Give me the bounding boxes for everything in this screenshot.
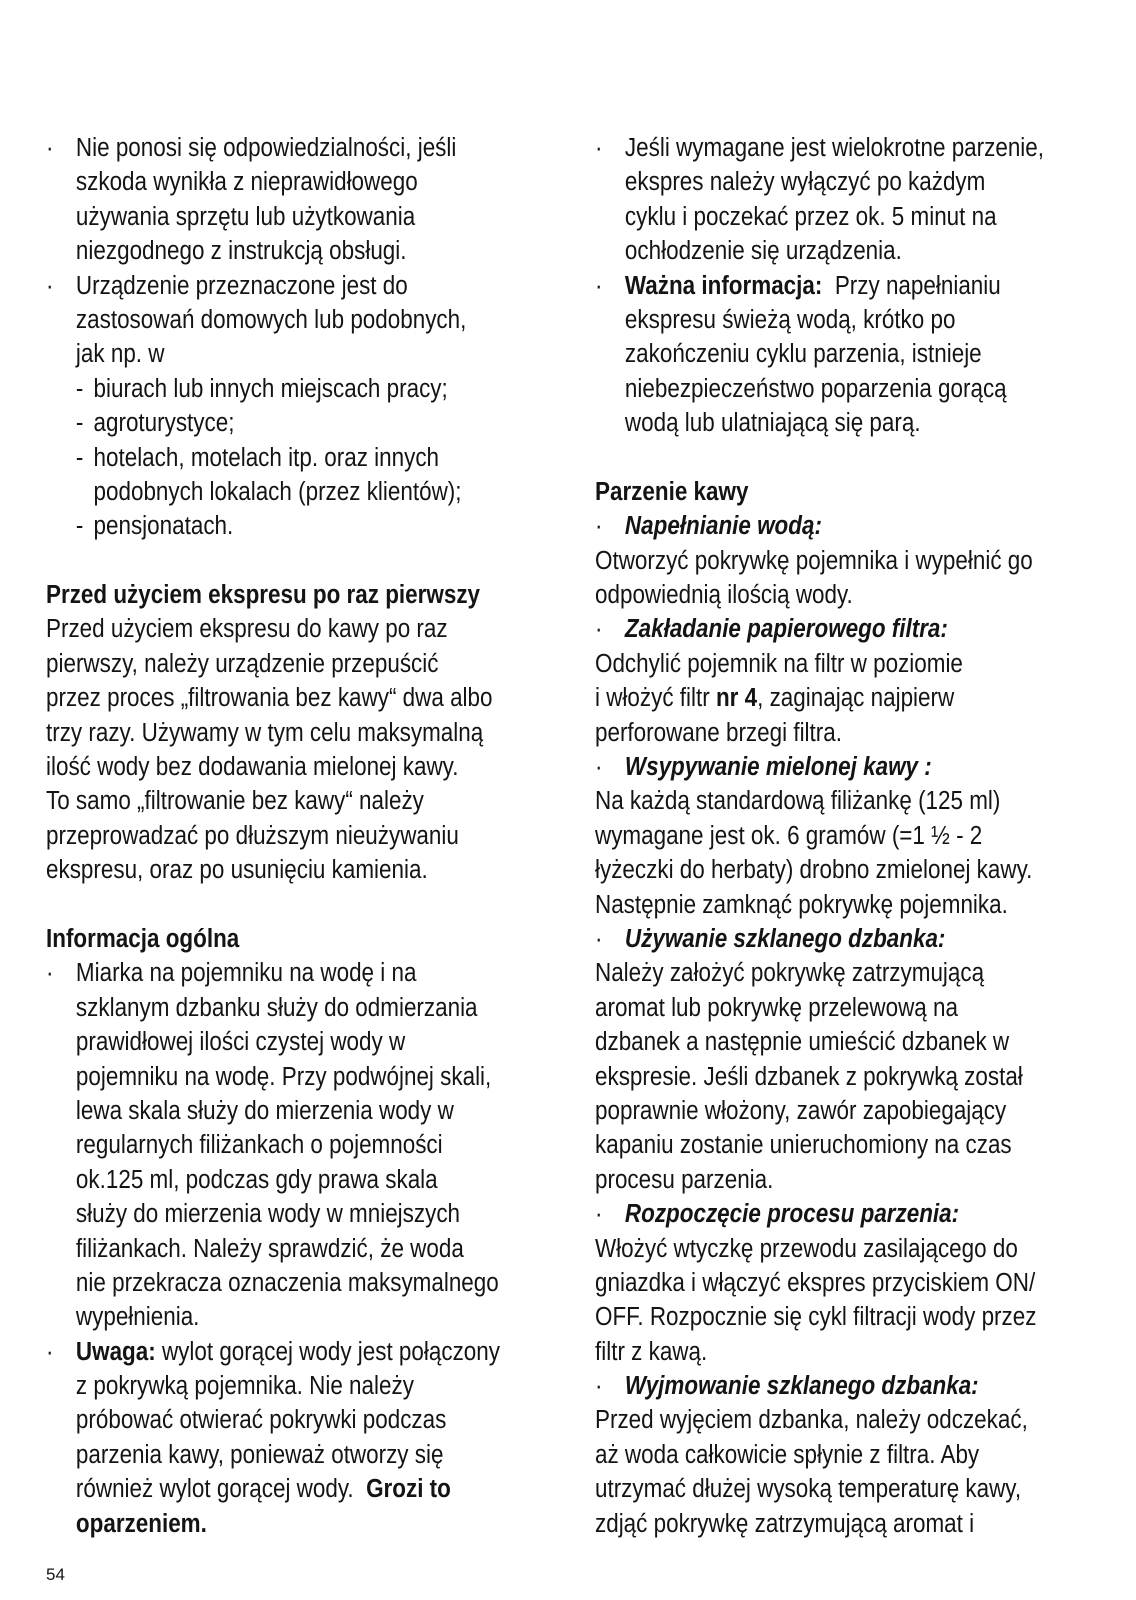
spacer xyxy=(595,441,1115,475)
paragraph-line: OFF. Rozpocznie się cykl filtracji wody przez xyxy=(595,1303,1037,1332)
list-item-continuation: szklanym dzbanku służy do odmierzania xyxy=(75,993,478,1022)
paragraph-line: dzbanek a następnie umieścić dzbanek w xyxy=(595,1028,1010,1057)
list-item-continuation: z pokrywką pojemnika. Nie należy xyxy=(75,1372,414,1401)
subsection-title xyxy=(595,922,1053,956)
bullet-icon: · xyxy=(46,134,54,162)
list-item-continuation: używania sprzętu lub użytkowania xyxy=(75,202,416,231)
section-heading: Parzenie kawy xyxy=(595,477,749,506)
sub-list-item xyxy=(46,372,486,406)
list-item-continuation: ok.125 ml, podczas gdy prawa skala xyxy=(75,1165,438,1194)
general-info-section xyxy=(46,922,546,1541)
subsection-title xyxy=(595,509,1053,543)
subsection-title xyxy=(595,1369,1053,1403)
list-item-continuation: służy do mierzenia wody w mniejszych xyxy=(75,1200,461,1229)
list-item-text: Miarka na pojemniku na wodę i na xyxy=(75,959,417,988)
subsection-title-text: Wsypywanie mielonej kawy : xyxy=(624,753,932,782)
list-item-continuation: próbować otwierać pokrywki podczas xyxy=(75,1406,447,1435)
subsection-title-text: Napełnianie wodą: xyxy=(624,512,822,541)
subsection-title-text: Wyjmowanie szklanego dzbanka: xyxy=(624,1372,979,1401)
paragraph-line: Na każdą standardową filiżankę (125 ml) xyxy=(595,787,1001,816)
list-item xyxy=(46,131,486,165)
list-item-continuation: cyklu i poczekać przez ok. 5 minut na xyxy=(624,202,997,231)
paragraph-line xyxy=(595,681,1053,715)
sub-list-item xyxy=(46,509,486,543)
bullet-icon: · xyxy=(46,271,54,300)
list-item-continuation: ekspresu świeżą wodą, krótko po xyxy=(624,305,956,334)
paragraph-line: trzy razy. Używamy w tym celu maksymalną xyxy=(46,718,484,747)
paragraph-line: aż woda całkowicie spłynie z filtra. Aby xyxy=(595,1440,980,1469)
subsection-title-text: Rozpoczęcie procesu parzenia: xyxy=(624,1200,960,1229)
sub-list-item-text: biurach lub innych miejscach pracy; xyxy=(93,374,448,403)
list-item-continuation: zastosowań domowych lub podobnych, xyxy=(75,305,467,334)
paragraph-line: utrzymać dłużej wysoką temperaturę kawy, xyxy=(595,1475,1022,1504)
paragraph-line: aromat lub pokrywkę przelewową na xyxy=(595,993,958,1022)
page-number: 54 xyxy=(46,1565,65,1584)
danger-text: oparzeniem. xyxy=(75,1509,207,1538)
list-item-continuation: szkoda wynikła z nieprawidłowego xyxy=(75,168,418,197)
paragraph-line: Następnie zamknąć pokrywkę pojemnika. xyxy=(595,890,1008,919)
sub-list-item-continuation: podobnych lokalach (przez klientów); xyxy=(93,477,462,506)
list-item-continuation: regularnych filiżankach o pojemności xyxy=(75,1131,443,1160)
paragraph-line: procesu parzenia. xyxy=(595,1165,774,1194)
list-item-continuation: wypełnienia. xyxy=(75,1303,200,1332)
important-label: Ważna informacja: xyxy=(624,271,823,300)
warning-text: wylot gorącej wody jest połączony xyxy=(161,1337,500,1366)
bullet-icon: · xyxy=(595,512,603,541)
subsection-title xyxy=(595,612,1053,646)
list-item-continuation: nie przekracza oznaczenia maksymalnego xyxy=(75,1268,499,1297)
list-item xyxy=(46,956,486,990)
dash-icon: - xyxy=(75,512,84,541)
subsection-title xyxy=(595,750,1053,784)
filter-size: nr 4 xyxy=(715,684,758,713)
list-item-continuation: filiżankach. Należy sprawdzić, że woda xyxy=(75,1234,464,1263)
paragraph-line: zdjąć pokrywkę zatrzymującą aromat i xyxy=(595,1509,975,1538)
list-item-continuation: niezgodnego z instrukcją obsługi. xyxy=(75,237,407,266)
list-item-continuation: prawidłowej ilości czystej wody w xyxy=(75,1028,406,1057)
paragraph-line: ekspresie. Jeśli dzbanek z pokrywką został xyxy=(595,1062,1023,1091)
paragraph-line: Przed użyciem ekspresu do kawy po raz xyxy=(46,615,448,644)
spacer xyxy=(46,544,546,578)
paragraph-text: , zaginając najpierw xyxy=(757,684,955,713)
paragraph-line: Włożyć wtyczkę przewodu zasilającego do xyxy=(595,1234,1018,1263)
list-item-text: Urządzenie przeznaczone jest do xyxy=(75,271,408,300)
paragraph-line: łyżeczki do herbaty) drobno zmielonej kawy. xyxy=(595,856,1033,885)
important-text: Przy napełnianiu xyxy=(834,271,1001,300)
paragraph-line: przeprowadzać po dłuższym nieużywaniu xyxy=(46,821,459,850)
list-item-continuation: jak np. w xyxy=(75,340,165,369)
sub-list-item-text: hotelach, motelach itp. oraz innych xyxy=(93,443,440,472)
bullet-icon: · xyxy=(595,615,603,644)
paragraph-line: odpowiednią ilością wody. xyxy=(595,581,853,610)
dash-icon: - xyxy=(75,409,84,438)
warning-label: Uwaga: xyxy=(75,1337,156,1366)
paragraph-line: poprawnie włożony, zawór zapobiegający xyxy=(595,1096,1007,1125)
right-column xyxy=(595,131,1115,1541)
list-item xyxy=(46,269,486,303)
paragraph-line: Otworzyć pokrywkę pojemnika i wypełnić go xyxy=(595,546,1033,575)
paragraph-line: gniazdka i włączyć ekspres przyciskiem ON/ xyxy=(595,1268,1036,1297)
bullet-icon: · xyxy=(46,1337,54,1366)
paragraph-line: ekspresu, oraz po usunięciu kamienia. xyxy=(46,856,428,885)
paragraph-line: pierwszy, należy urządzenie przepuścić xyxy=(46,649,439,678)
paragraph-text: i włożyć filtr xyxy=(595,684,710,713)
paragraph-line: ilość wody bez dodawania mielonej kawy. xyxy=(46,753,459,782)
bullet-icon: · xyxy=(595,1200,603,1229)
list-item xyxy=(595,131,1053,165)
subsection-title-text: Zakładanie papierowego filtra: xyxy=(624,615,948,644)
section-heading: Informacja ogólna xyxy=(46,924,240,953)
spacer xyxy=(46,888,546,922)
danger-text: Grozi to xyxy=(366,1475,451,1504)
first-use-section xyxy=(46,578,546,888)
list-item-continuation: ochłodzenie się urządzenia. xyxy=(624,237,902,266)
list-item-continuation: lewa skala służy do mierzenia wody w xyxy=(75,1096,454,1125)
left-column xyxy=(46,131,546,1541)
sub-list-item-text: pensjonatach. xyxy=(93,512,234,541)
bullet-icon: · xyxy=(595,924,603,953)
bullet-icon: · xyxy=(595,1372,603,1401)
list-item-continuation: ekspres należy wyłączyć po każdym xyxy=(624,168,986,197)
bullet-icon: · xyxy=(595,753,603,782)
list-item-text: Jeśli wymagane jest wielokrotne parzenie, xyxy=(624,134,1045,162)
list-item-continuation: wodą lub ulatniającą się parą. xyxy=(624,409,921,438)
paragraph-line: Należy założyć pokrywkę zatrzymującą xyxy=(595,959,985,988)
subsection-title-text: Używanie szklanego dzbanka: xyxy=(624,924,946,953)
paragraph-line: Przed wyjęciem dzbanka, należy odczekać, xyxy=(595,1406,1028,1435)
paragraph-line: To samo „filtrowanie bez kawy“ należy xyxy=(46,787,424,816)
bullet-icon: · xyxy=(595,134,603,162)
subsection-title xyxy=(595,1197,1053,1231)
paragraph-line: filtr z kawą. xyxy=(595,1337,708,1366)
bullet-icon: · xyxy=(46,959,54,988)
list-item-continuation: niebezpieczeństwo poparzenia gorącą xyxy=(624,374,1007,403)
intro-list xyxy=(46,131,546,544)
section-heading: Przed użyciem ekspresu po raz pierwszy xyxy=(46,581,481,610)
warning-text: również wylot gorącej wody. xyxy=(75,1475,354,1504)
paragraph-line: kapaniu zostanie unieruchomiony na czas xyxy=(595,1131,1012,1160)
paragraph-line: perforowane brzegi filtra. xyxy=(595,718,842,747)
sub-list-item-text: agroturystyce; xyxy=(93,409,235,438)
list-item-continuation xyxy=(46,1472,486,1506)
warning-item xyxy=(46,1335,500,1369)
dash-icon: - xyxy=(75,443,84,472)
list-item-continuation: pojemniku na wodę. Przy podwójnej skali, xyxy=(75,1062,492,1091)
sub-list-item xyxy=(46,406,486,440)
list-item-continuation: parzenia kawy, ponieważ otworzy się xyxy=(75,1440,444,1469)
sub-list-item xyxy=(46,441,486,475)
list-item-continuation: zakończeniu cyklu parzenia, istnieje xyxy=(624,340,982,369)
paragraph-line: wymagane jest ok. 6 gramów (=1 ½ - 2 xyxy=(595,821,983,850)
bullet-icon: · xyxy=(595,271,603,300)
important-item xyxy=(595,269,1053,303)
paragraph-line: Odchylić pojemnik na filtr w poziomie xyxy=(595,649,963,678)
brewing-section xyxy=(595,475,1115,1541)
intro-list xyxy=(595,131,1115,441)
list-item-text: Nie ponosi się odpowiedzialności, jeśli xyxy=(75,134,457,162)
paragraph-line: przez proces „filtrowania bez kawy“ dwa albo xyxy=(46,684,493,713)
dash-icon: - xyxy=(75,374,84,403)
